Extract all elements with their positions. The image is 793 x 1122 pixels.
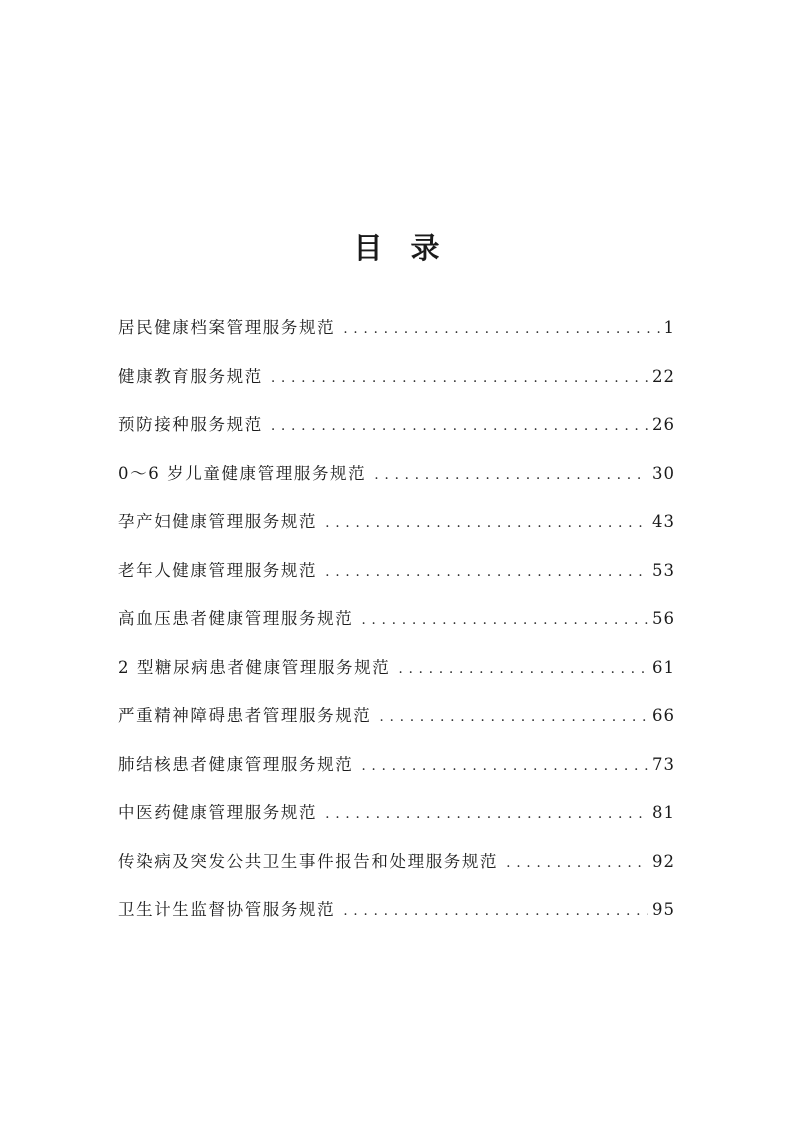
- toc-entry[interactable]: [118, 698, 675, 747]
- toc-entry-page: 95: [652, 900, 675, 919]
- toc-entry[interactable]: [118, 407, 675, 456]
- toc-entry[interactable]: [118, 359, 675, 408]
- dot-leader: [374, 457, 648, 493]
- dot-leader: [271, 408, 648, 444]
- toc-entry-page: 92: [652, 851, 675, 871]
- toc-entry-page: 43: [652, 512, 675, 531]
- dot-leader: [343, 893, 648, 929]
- toc-entry[interactable]: [118, 601, 675, 650]
- dot-leader: [506, 845, 648, 881]
- table-of-contents: [118, 310, 675, 941]
- toc-entry[interactable]: [118, 310, 675, 359]
- toc-entry[interactable]: [118, 747, 675, 796]
- toc-entry[interactable]: [118, 650, 675, 699]
- toc-title: [0, 228, 793, 268]
- toc-entry-label: 0～6 岁儿童健康管理服务规范: [118, 463, 367, 483]
- dot-leader: [398, 651, 648, 687]
- toc-entry-label: 居民健康档案管理服务规范: [118, 318, 336, 337]
- toc-entry-page: 61: [652, 657, 675, 677]
- toc-entry-label: 肺结核患者健康管理服务规范: [118, 754, 354, 774]
- dot-leader: [325, 554, 648, 590]
- toc-entry-page: 30: [652, 463, 675, 483]
- toc-entry-page: 66: [652, 706, 675, 725]
- toc-entry-page: 81: [652, 803, 675, 822]
- dot-leader: [325, 796, 648, 832]
- toc-entry[interactable]: [118, 892, 675, 941]
- dot-leader: [271, 360, 648, 396]
- toc-entry-page: 56: [652, 609, 675, 628]
- toc-entry-page: 22: [652, 366, 675, 386]
- toc-entry-label: 孕产妇健康管理服务规范: [118, 512, 318, 531]
- dot-leader: [361, 602, 648, 638]
- dot-leader: [361, 748, 648, 784]
- toc-entry-label: 传染病及突发公共卫生事件报告和处理服务规范: [118, 851, 499, 871]
- toc-entry-label: 严重精神障碍患者管理服务规范: [118, 706, 372, 725]
- toc-entry-label: 卫生计生监督协管服务规范: [118, 900, 336, 919]
- toc-entry[interactable]: [118, 844, 675, 893]
- toc-title-char-1: 目: [353, 231, 383, 265]
- toc-entry-page: 73: [652, 754, 675, 774]
- toc-entry-page: 26: [652, 415, 675, 434]
- toc-entry[interactable]: [118, 504, 675, 553]
- toc-entry-page: 1: [663, 318, 675, 337]
- toc-entry[interactable]: [118, 795, 675, 844]
- toc-title-char-2: 录: [410, 231, 440, 265]
- dot-leader: [379, 699, 648, 735]
- toc-entry-label: 高血压患者健康管理服务规范: [118, 609, 354, 628]
- toc-entry[interactable]: [118, 456, 675, 505]
- toc-entry-label: 老年人健康管理服务规范: [118, 560, 318, 580]
- toc-entry-label: 2 型糖尿病患者健康管理服务规范: [118, 657, 391, 677]
- toc-entry-label: 健康教育服务规范: [118, 366, 263, 386]
- toc-entry[interactable]: [118, 553, 675, 602]
- dot-leader: [343, 311, 659, 347]
- toc-entry-page: 53: [652, 560, 675, 580]
- toc-entry-label: 中医药健康管理服务规范: [118, 803, 318, 822]
- dot-leader: [325, 505, 648, 541]
- toc-entry-label: 预防接种服务规范: [118, 415, 263, 434]
